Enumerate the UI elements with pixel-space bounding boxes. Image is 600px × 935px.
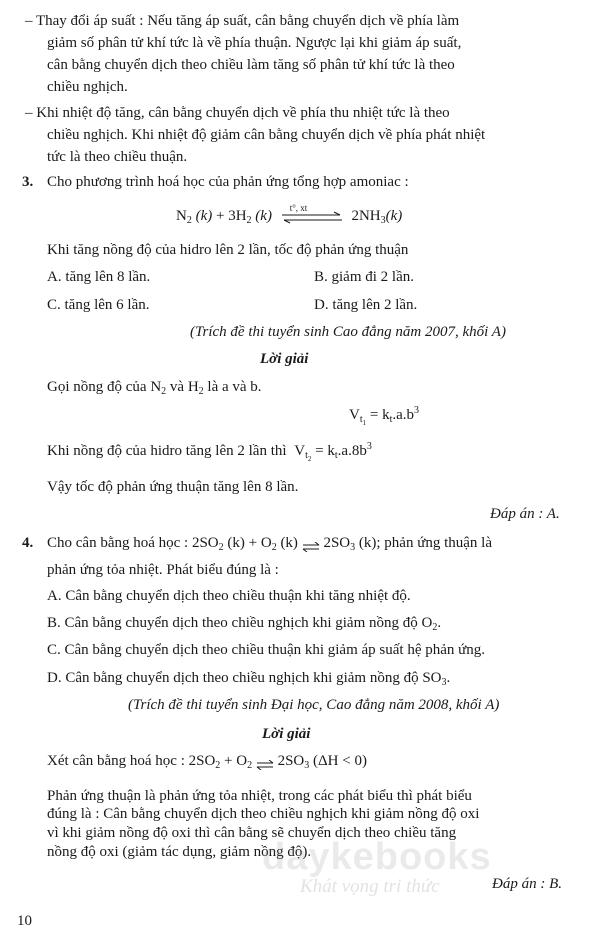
q4-number: 4. <box>22 535 34 551</box>
q4-option-d: D. Cân bằng chuyển dịch theo chiều nghịch khi giảm nồng độ $SO_3$. <box>47 670 451 688</box>
q3-question: Cho phương trình hoá học của phản ứng tổng hợp amoniac : <box>47 174 409 190</box>
q3-solution-line-4: Vậy tốc độ phản ứng thuận tăng lên 8 lần. <box>47 479 299 495</box>
equilibrium-arrow: t°, xt <box>280 208 344 226</box>
watermark-brand: daykebooks <box>262 836 492 878</box>
q3-number: 3. <box>22 174 34 190</box>
q3-solution-line-3: Khi nồng độ của hidro tăng lên 2 lần thì $V_{t_2} = k_t.a.8b^3$ <box>47 441 372 463</box>
q4-source: (Trích đề thi tuyển sinh Đại học, Cao đẳng năm 2008, khối A) <box>128 697 500 713</box>
q3-answer: Đáp án : A. <box>490 506 560 522</box>
temperature-line-2: chiều nghịch. Khi nhiệt độ giảm cân bằng chuyển dịch về phía phát nhiệt <box>47 127 486 143</box>
temperature-line-1: – Khi nhiệt độ tăng, cân bằng chuyển dịch về phía thu nhiệt tức là theo <box>25 105 450 121</box>
q4-solution-title: Lời giải <box>262 726 311 742</box>
q4-question-line-1: Cho cân bằng hoá học : $2SO_2$ $(k) + O_2$ (k) $2SO_3$ (k); phản ứng thuận là <box>47 535 492 553</box>
pressure-line-2: giảm số phân tử khí tức là về phía thuận. Ngược lại khi giảm áp suất, <box>47 35 462 51</box>
q4-answer: Đáp án : B. <box>492 876 562 892</box>
q3-option-a: A. tăng lên 8 lần. <box>47 269 151 285</box>
q3-source: (Trích đề thi tuyển sinh Cao đẳng năm 2007, khối A) <box>190 324 506 340</box>
q3-stem: Khi tăng nồng độ của hidro lên 2 lần, tốc độ phản ứng thuận <box>47 242 409 258</box>
q4-solution-line-5: nồng độ oxi (giảm tác dụng, giảm nồng độ). <box>47 844 312 860</box>
pressure-line-3: cân bằng chuyển dịch theo chiều làm tăng số phân tử khí tức là theo <box>47 57 455 73</box>
q3-solution-title: Lời giải <box>260 351 309 367</box>
temperature-line-3: tức là theo chiều thuận. <box>47 149 188 165</box>
equilibrium-arrow <box>256 757 274 767</box>
q3-solution-line-1: Gọi nồng độ của $N_2$ và $H_2$ là a và b. <box>47 379 262 397</box>
q4-option-b: B. Cân bằng chuyển dịch theo chiều nghịch khi giảm nồng độ $O_2$. <box>47 615 442 633</box>
q4-solution-line-4: vì khi giảm nồng độ oxi thì cân bằng sẽ chuyển dịch theo chiều tăng <box>47 825 457 841</box>
q4-solution-line-2: Phản ứng thuận là phản ứng tỏa nhiệt, trong các phát biểu thì phát biểu <box>47 788 472 804</box>
q3-option-c: C. tăng lên 6 lần. <box>47 297 150 313</box>
equilibrium-arrow <box>302 539 320 549</box>
q4-solution-line-3: đúng là : Cân bằng chuyển dịch theo chiều nghịch khi giảm nồng độ oxi <box>47 806 480 822</box>
q4-option-a: A. Cân bằng chuyển dịch theo chiều thuận khi tăng nhiệt độ. <box>47 588 411 604</box>
q4-option-c: C. Cân bằng chuyển dịch theo chiều thuận khi giảm áp suất hệ phản ứng. <box>47 642 486 658</box>
pressure-line-4: chiều nghịch. <box>47 79 128 95</box>
q3-rate-formula-1: $V_{t_1} = k_t.a.b^3$ <box>349 405 420 427</box>
page-number: 10 <box>17 913 32 929</box>
q3-option-b: B. giảm đi 2 lần. <box>314 269 414 285</box>
q4-question-line-2: phản ứng tỏa nhiệt. Phát biểu đúng là : <box>47 562 279 578</box>
pressure-line-1: – Thay đổi áp suất : Nếu tăng áp suất, cân bằng chuyển dịch về phía làm <box>25 13 460 29</box>
q4-solution-line-1: Xét cân bằng hoá học : $2SO_2 + O_2$ $2SO_3$ (ΔH < 0) <box>47 753 367 771</box>
q3-option-d: D. tăng lên 2 lần. <box>314 297 418 313</box>
q3-equation: $N_2$ $(k) + 3H_2$ (k) t°, xt $2NH_3(k)$ <box>176 202 403 226</box>
watermark-slogan: Khát vọng tri thức <box>300 876 440 897</box>
